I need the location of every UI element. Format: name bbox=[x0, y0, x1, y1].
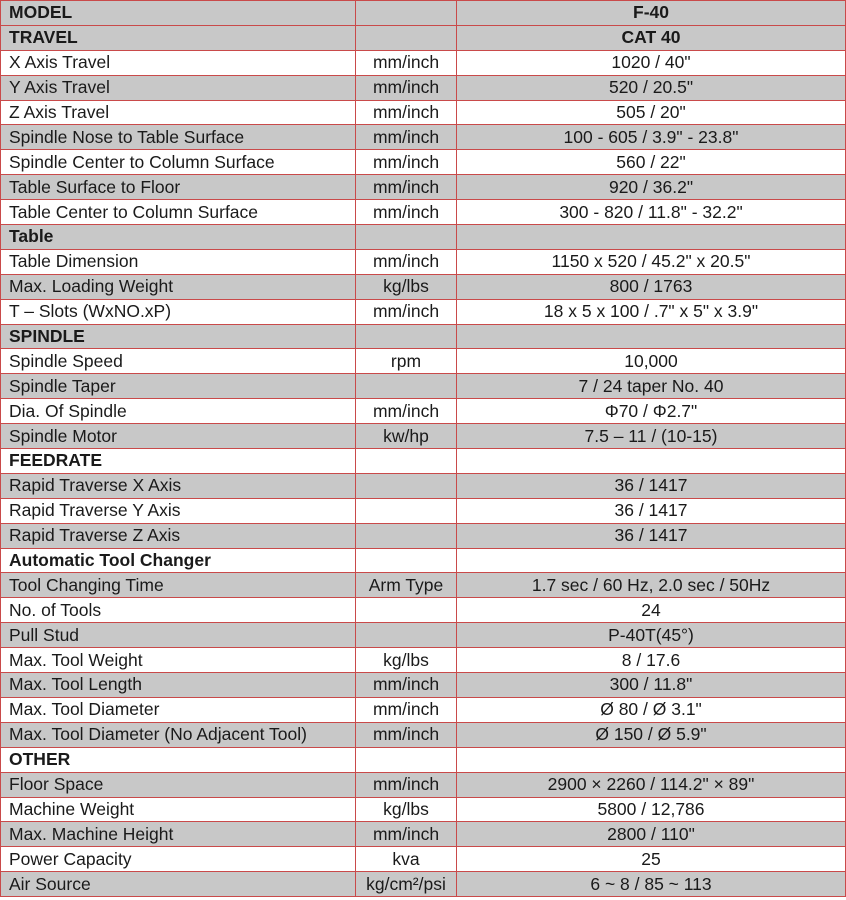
table-row bbox=[1, 424, 846, 449]
spec-unit: mm/inch bbox=[356, 249, 457, 274]
section-title: SPINDLE bbox=[1, 324, 356, 349]
section-row bbox=[1, 449, 846, 474]
table-row bbox=[1, 847, 846, 872]
spec-unit: mm/inch bbox=[356, 200, 457, 225]
spec-value: 2800 / 110" bbox=[457, 822, 846, 847]
spec-unit: mm/inch bbox=[356, 50, 457, 75]
spec-unit: mm/inch bbox=[356, 175, 457, 200]
spec-value: 6 ~ 8 / 85 ~ 113 bbox=[457, 872, 846, 897]
spec-value: 920 / 36.2" bbox=[457, 175, 846, 200]
spec-unit: kg/lbs bbox=[356, 648, 457, 673]
spec-unit: mm/inch bbox=[356, 722, 457, 747]
spec-value: 505 / 20" bbox=[457, 100, 846, 125]
spec-name: Machine Weight bbox=[1, 797, 356, 822]
spec-unit bbox=[356, 473, 457, 498]
table-row bbox=[1, 722, 846, 747]
spec-unit: Arm Type bbox=[356, 573, 457, 598]
spec-value: Φ70 / Φ2.7" bbox=[457, 399, 846, 424]
spec-name: Air Source bbox=[1, 872, 356, 897]
table-row bbox=[1, 673, 846, 698]
spec-unit bbox=[356, 374, 457, 399]
spec-name: Floor Space bbox=[1, 772, 356, 797]
spec-unit bbox=[356, 498, 457, 523]
table-row bbox=[1, 598, 846, 623]
spec-name: Rapid Traverse Y Axis bbox=[1, 498, 356, 523]
section-row bbox=[1, 548, 846, 573]
table-row bbox=[1, 299, 846, 324]
spec-unit: mm/inch bbox=[356, 673, 457, 698]
spec-name: Power Capacity bbox=[1, 847, 356, 872]
spec-unit: kva bbox=[356, 847, 457, 872]
table-row bbox=[1, 150, 846, 175]
spec-name: Pull Stud bbox=[1, 623, 356, 648]
spec-value bbox=[457, 225, 846, 250]
spec-name: X Axis Travel bbox=[1, 50, 356, 75]
section-row bbox=[1, 324, 846, 349]
spec-unit: mm/inch bbox=[356, 399, 457, 424]
spec-name: Rapid Traverse X Axis bbox=[1, 473, 356, 498]
table-row bbox=[1, 523, 846, 548]
spec-value: 520 / 20.5" bbox=[457, 75, 846, 100]
table-row bbox=[1, 772, 846, 797]
table-row bbox=[1, 872, 846, 897]
section-title: Table bbox=[1, 225, 356, 250]
spec-unit: mm/inch bbox=[356, 822, 457, 847]
spec-unit: mm/inch bbox=[356, 75, 457, 100]
spec-value: 10,000 bbox=[457, 349, 846, 374]
table-row bbox=[1, 697, 846, 722]
table-row bbox=[1, 797, 846, 822]
table-row bbox=[1, 274, 846, 299]
spec-value: 1020 / 40" bbox=[457, 50, 846, 75]
spec-value: 300 / 11.8" bbox=[457, 673, 846, 698]
spec-value: 560 / 22" bbox=[457, 150, 846, 175]
spec-name: Y Axis Travel bbox=[1, 75, 356, 100]
spec-name: Table Dimension bbox=[1, 249, 356, 274]
section-row bbox=[1, 747, 846, 772]
table-row bbox=[1, 50, 846, 75]
table-row bbox=[1, 822, 846, 847]
spec-unit: mm/inch bbox=[356, 125, 457, 150]
spec-unit bbox=[356, 548, 457, 573]
table-row bbox=[1, 573, 846, 598]
spec-name: Max. Tool Weight bbox=[1, 648, 356, 673]
spec-unit: rpm bbox=[356, 349, 457, 374]
table-row bbox=[1, 473, 846, 498]
spec-name: Spindle Taper bbox=[1, 374, 356, 399]
section-title: OTHER bbox=[1, 747, 356, 772]
spec-unit: mm/inch bbox=[356, 100, 457, 125]
spec-value: 300 - 820 / 11.8" - 32.2" bbox=[457, 200, 846, 225]
spec-name: No. of Tools bbox=[1, 598, 356, 623]
spec-name: Max. Loading Weight bbox=[1, 274, 356, 299]
spec-value bbox=[457, 747, 846, 772]
spec-unit bbox=[356, 449, 457, 474]
spec-name: Table Surface to Floor bbox=[1, 175, 356, 200]
spec-value: 36 / 1417 bbox=[457, 523, 846, 548]
spec-name: Max. Machine Height bbox=[1, 822, 356, 847]
spec-value: 1150 x 520 / 45.2" x 20.5" bbox=[457, 249, 846, 274]
table-row bbox=[1, 175, 846, 200]
spec-value: 800 / 1763 bbox=[457, 274, 846, 299]
spec-name: T – Slots (WxNO.xP) bbox=[1, 299, 356, 324]
spec-value bbox=[457, 449, 846, 474]
spec-name: Rapid Traverse Z Axis bbox=[1, 523, 356, 548]
spec-value bbox=[457, 324, 846, 349]
spec-unit: kg/lbs bbox=[356, 797, 457, 822]
spec-unit bbox=[356, 1, 457, 26]
spec-value: 1.7 sec / 60 Hz, 2.0 sec / 50Hz bbox=[457, 573, 846, 598]
spec-unit bbox=[356, 598, 457, 623]
spec-value: 36 / 1417 bbox=[457, 473, 846, 498]
spec-name: Spindle Speed bbox=[1, 349, 356, 374]
spec-unit: mm/inch bbox=[356, 697, 457, 722]
spec-name: Tool Changing Time bbox=[1, 573, 356, 598]
spec-value: 7 / 24 taper No. 40 bbox=[457, 374, 846, 399]
spec-value: CAT 40 bbox=[457, 25, 846, 50]
spec-unit: kg/cm²/psi bbox=[356, 872, 457, 897]
spec-unit bbox=[356, 25, 457, 50]
table-row bbox=[1, 200, 846, 225]
spec-value: 24 bbox=[457, 598, 846, 623]
spec-value: 100 - 605 / 3.9" - 23.8" bbox=[457, 125, 846, 150]
section-title: MODEL bbox=[1, 1, 356, 26]
section-title: Automatic Tool Changer bbox=[1, 548, 356, 573]
header-row bbox=[1, 25, 846, 50]
section-title: TRAVEL bbox=[1, 25, 356, 50]
table-row bbox=[1, 125, 846, 150]
header-row bbox=[1, 1, 846, 26]
spec-unit bbox=[356, 523, 457, 548]
spec-unit: mm/inch bbox=[356, 299, 457, 324]
spec-name: Dia. Of Spindle bbox=[1, 399, 356, 424]
section-title: FEEDRATE bbox=[1, 449, 356, 474]
spec-table-body bbox=[1, 1, 846, 897]
spec-value: Ø 150 / Ø 5.9" bbox=[457, 722, 846, 747]
spec-unit bbox=[356, 225, 457, 250]
spec-value: 8 / 17.6 bbox=[457, 648, 846, 673]
spec-unit bbox=[356, 747, 457, 772]
table-row bbox=[1, 249, 846, 274]
spec-value: Ø 80 / Ø 3.1" bbox=[457, 697, 846, 722]
spec-unit: kg/lbs bbox=[356, 274, 457, 299]
table-row bbox=[1, 75, 846, 100]
spec-name: Max. Tool Diameter bbox=[1, 697, 356, 722]
spec-value: P-40T(45°) bbox=[457, 623, 846, 648]
spec-unit: mm/inch bbox=[356, 772, 457, 797]
spec-value: 7.5 – 11 / (10-15) bbox=[457, 424, 846, 449]
spec-unit bbox=[356, 324, 457, 349]
spec-value bbox=[457, 548, 846, 573]
spec-unit: kw/hp bbox=[356, 424, 457, 449]
table-row bbox=[1, 498, 846, 523]
spec-name: Table Center to Column Surface bbox=[1, 200, 356, 225]
spec-name: Spindle Center to Column Surface bbox=[1, 150, 356, 175]
spec-name: Max. Tool Diameter (No Adjacent Tool) bbox=[1, 722, 356, 747]
spec-name: Spindle Motor bbox=[1, 424, 356, 449]
spec-unit: mm/inch bbox=[356, 150, 457, 175]
spec-value: 36 / 1417 bbox=[457, 498, 846, 523]
table-row bbox=[1, 374, 846, 399]
table-row bbox=[1, 100, 846, 125]
spec-name: Z Axis Travel bbox=[1, 100, 356, 125]
spec-unit bbox=[356, 623, 457, 648]
spec-value: F-40 bbox=[457, 1, 846, 26]
table-row bbox=[1, 399, 846, 424]
spec-name: Spindle Nose to Table Surface bbox=[1, 125, 356, 150]
spec-value: 2900 × 2260 / 114.2" × 89" bbox=[457, 772, 846, 797]
table-row bbox=[1, 648, 846, 673]
table-row bbox=[1, 623, 846, 648]
section-row bbox=[1, 225, 846, 250]
spec-value: 18 x 5 x 100 / .7" x 5" x 3.9" bbox=[457, 299, 846, 324]
spec-name: Max. Tool Length bbox=[1, 673, 356, 698]
spec-value: 25 bbox=[457, 847, 846, 872]
spec-value: 5800 / 12,786 bbox=[457, 797, 846, 822]
table-row bbox=[1, 349, 846, 374]
